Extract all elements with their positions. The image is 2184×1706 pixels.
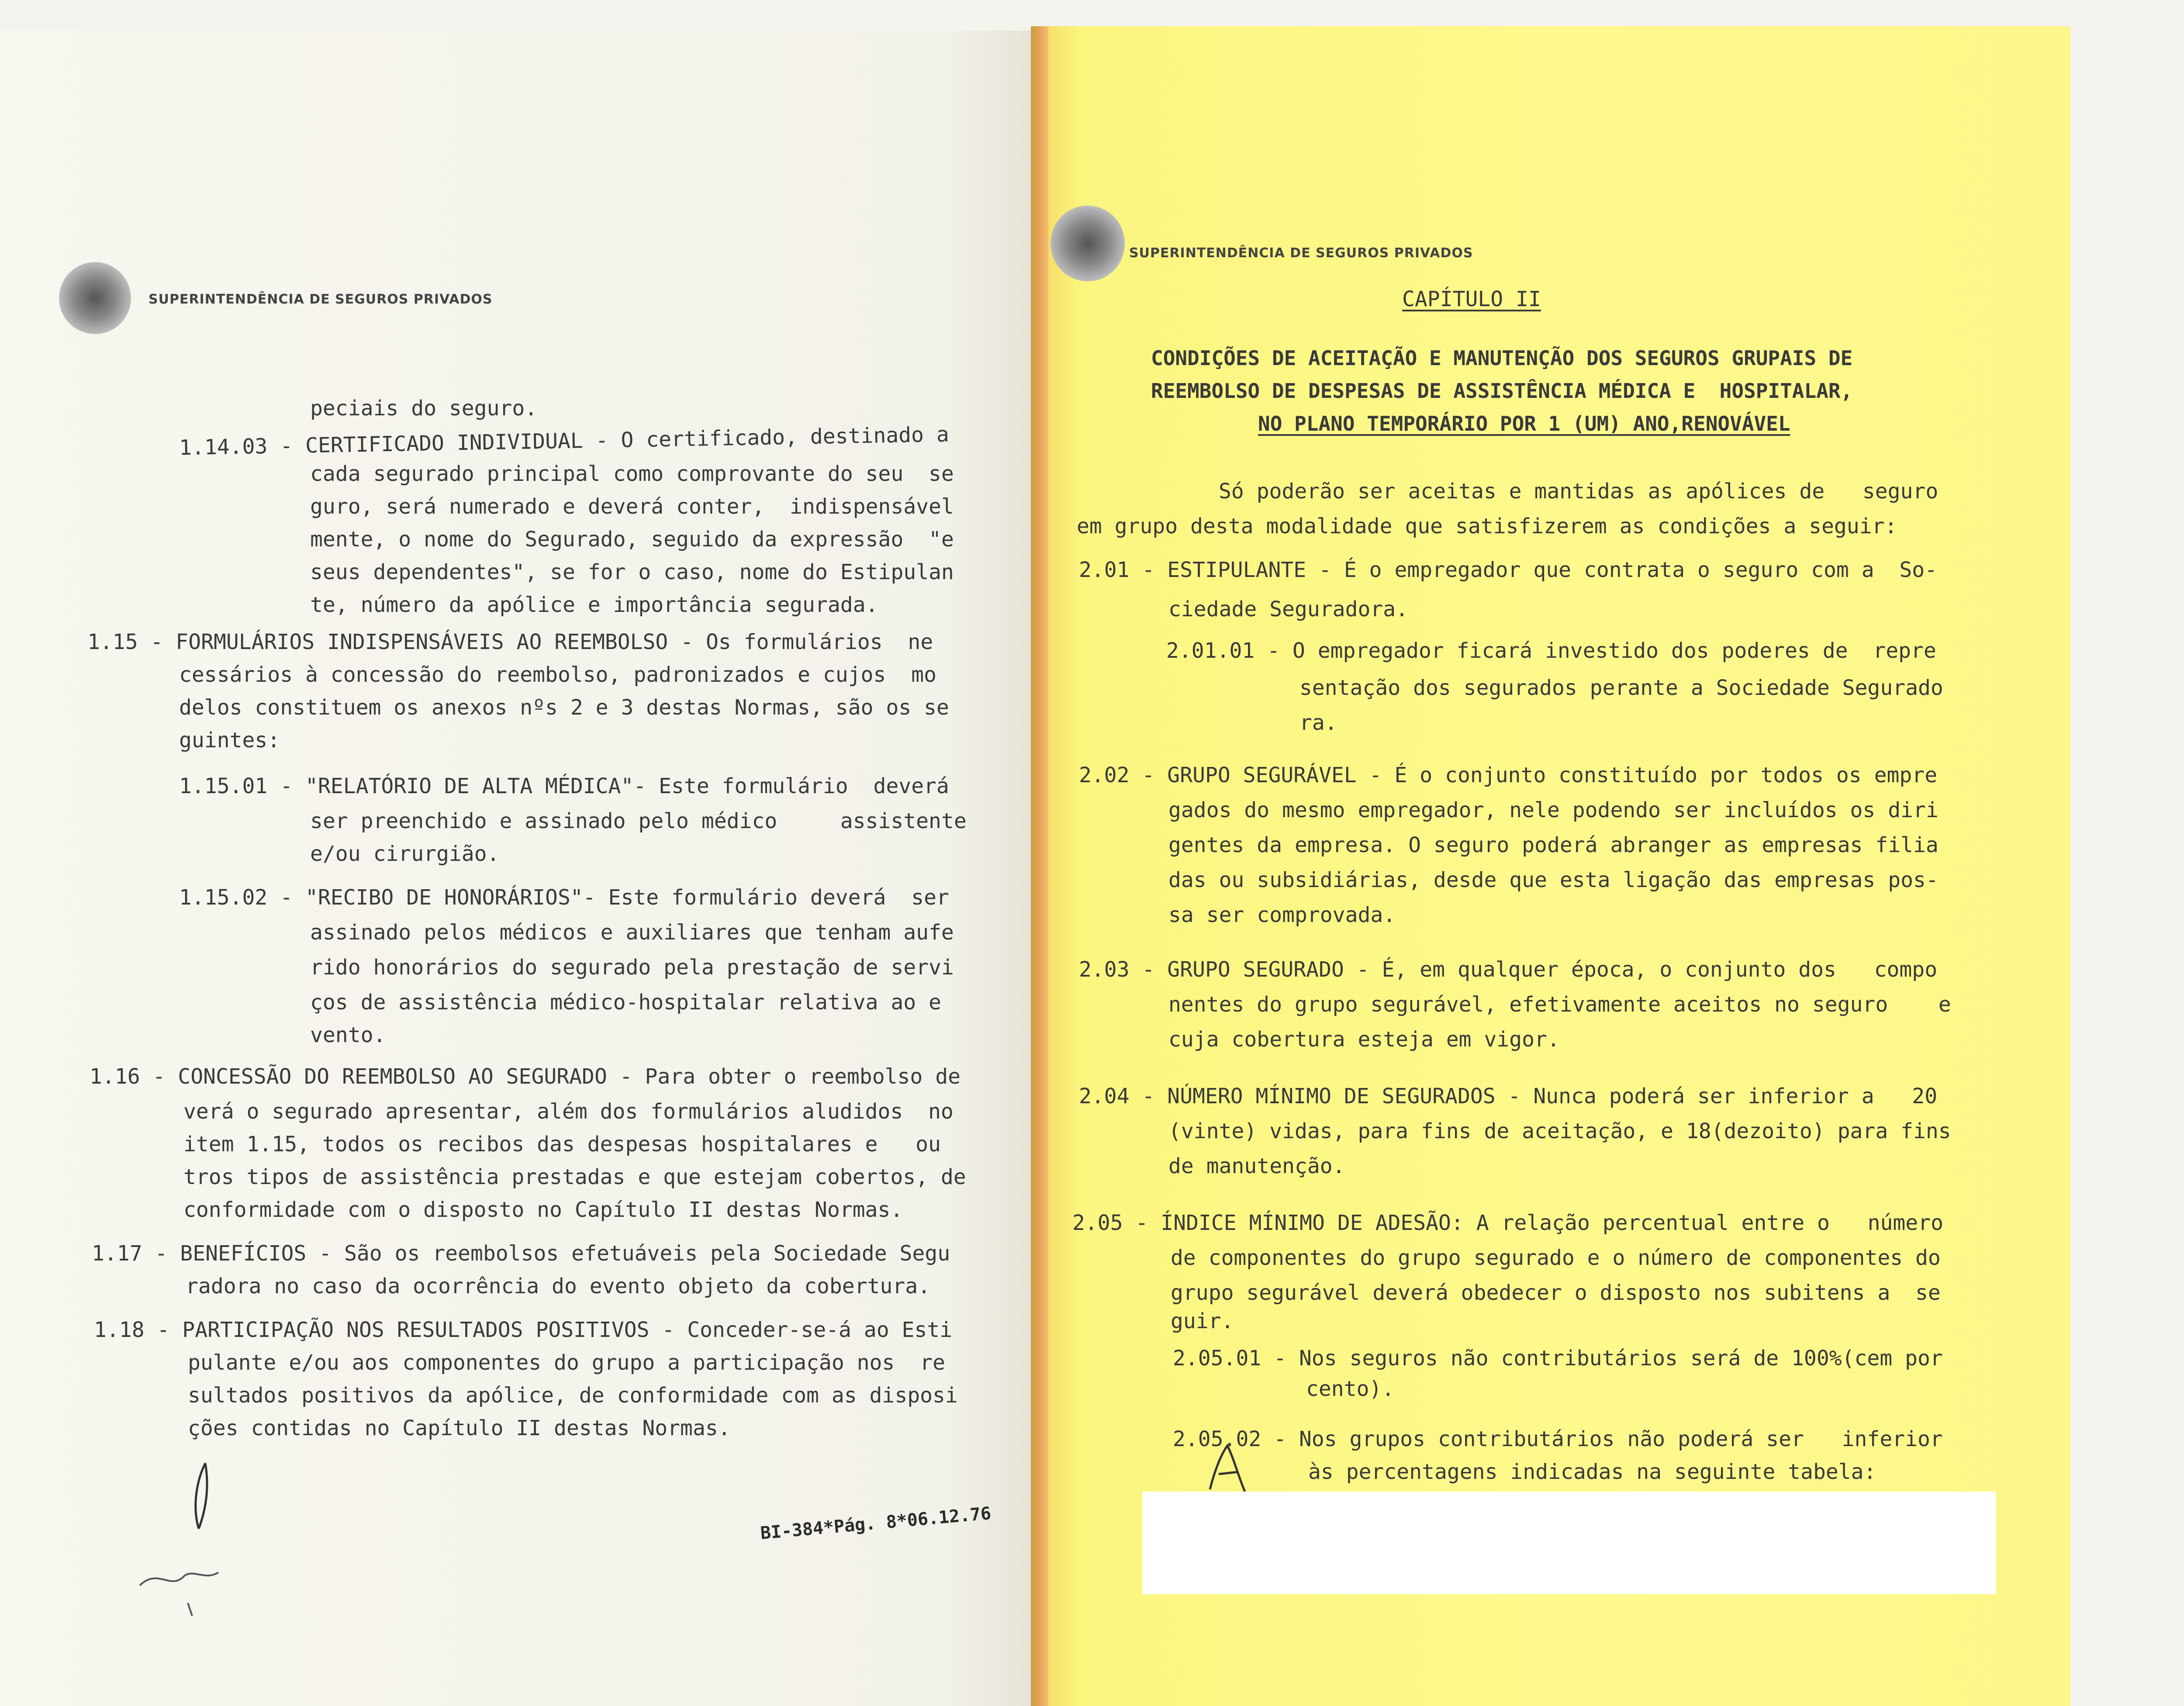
text-line: conformidade com o disposto no Capítulo II destas Normas. xyxy=(183,1198,903,1222)
section-2-04: 2.04 - NÚMERO MÍNIMO DE SEGURADOS - Nunca poderá ser inferior a 20 xyxy=(1079,1084,1938,1109)
text-line: cessários à concessão do reembolso, padronizados e cujos mo xyxy=(179,663,936,687)
text-line: grupo segurável deverá obedecer o disposto nos subitens a se xyxy=(1171,1281,1941,1305)
chapter-heading: CAPÍTULO II xyxy=(1402,287,1541,311)
section-2-05-01: 2.05.01 - Nos seguros não contributários será de 100%(cem por xyxy=(1173,1346,1943,1371)
binding-gutter xyxy=(1031,26,1048,1706)
section-1-17: 1.17 - BENEFÍCIOS - São os reembolsos efetuáveis pela Sociedade Segu xyxy=(92,1241,950,1266)
text-line: das ou subsidiárias, desde que esta ligação das empresas pos- xyxy=(1168,868,1939,892)
section-1-15: 1.15 - FORMULÁRIOS INDISPENSÁVEIS AO REEMBOLSO - Os formulários ne xyxy=(87,630,933,654)
section-2-02: 2.02 - GRUPO SEGURÁVEL - É o conjunto constituído por todos os empre xyxy=(1079,763,1938,787)
text-line: assinado pelos médicos e auxiliares que tenham aufe xyxy=(310,920,954,945)
seal-icon xyxy=(1051,205,1125,282)
text-line: às percentagens indicadas na seguinte tabela: xyxy=(1308,1460,1876,1484)
section-2-01-01: 2.01.01 - O empregador ficará investido dos poderes de repre xyxy=(1166,639,1936,663)
seal-icon xyxy=(59,262,131,334)
section-1-16: 1.16 - CONCESSÃO DO REEMBOLSO AO SEGURADO - Para obter o reembolso de xyxy=(90,1064,961,1089)
redaction-box xyxy=(1142,1492,1996,1594)
text-line: de componentes do grupo segurado e o número de componentes do xyxy=(1171,1246,1941,1270)
text-line: rido honorários do segurado pela prestação de servi xyxy=(310,955,954,980)
org-header: SUPERINTENDÊNCIA DE SEGUROS PRIVADOS xyxy=(149,292,493,307)
initials-signature xyxy=(122,1454,262,1620)
text-line: guintes: xyxy=(179,728,280,753)
section-1-18: 1.18 - PARTICIPAÇÃO NOS RESULTADOS POSITIVOS - Conceder-se-á ao Esti xyxy=(94,1318,953,1342)
text-line: cento). xyxy=(1306,1377,1395,1401)
text-line: verá o segurado apresentar, além dos formulários aludidos no xyxy=(183,1099,954,1124)
chapter-title: REEMBOLSO DE DESPESAS DE ASSISTÊNCIA MÉDICA E HOSPITALAR, xyxy=(1151,379,1853,403)
text-line: gados do mesmo empregador, nele podendo ser incluídos os diri xyxy=(1168,798,1939,822)
chapter-title: NO PLANO TEMPORÁRIO POR 1 (UM) ANO,RENOVÁVEL xyxy=(1258,412,1790,435)
intro-text: Só poderão ser aceitas e mantidas as apólices de seguro xyxy=(1219,479,1939,504)
text-line: seus dependentes", se for o caso, nome do Estipulan xyxy=(310,560,954,584)
text-line: mente, o nome do Segurado, seguido da expressão "e xyxy=(310,527,954,552)
text-line: peciais do seguro. xyxy=(310,396,538,421)
text-line: cada segurado principal como comprovante do seu se xyxy=(310,462,954,486)
intro-text: em grupo desta modalidade que satisfizerem as condições a seguir: xyxy=(1077,514,1897,539)
text-line: tros tipos de assistência prestadas e que estejam cobertos, de xyxy=(183,1165,966,1189)
text-line: guir. xyxy=(1171,1309,1234,1333)
text-line: ções contidas no Capítulo II destas Normas. xyxy=(188,1416,731,1440)
section-2-01: 2.01 - ESTIPULANTE - É o empregador que contrata o seguro com a So- xyxy=(1079,558,1938,582)
text-line: (vinte) vidas, para fins de aceitação, e 18(dezoito) para fins xyxy=(1168,1119,1951,1143)
org-header: SUPERINTENDÊNCIA DE SEGUROS PRIVADOS xyxy=(1129,245,1473,261)
section-2-05-02: 2.05.02 - Nos grupos contributários não poderá ser inferior xyxy=(1173,1427,1943,1451)
section-2-03: 2.03 - GRUPO SEGURADO - É, em qualquer época, o conjunto dos compo xyxy=(1079,957,1938,982)
section-2-05: 2.05 - ÍNDICE MÍNIMO DE ADESÃO: A relação percentual entre o número xyxy=(1072,1211,1943,1235)
section-1-15-02: 1.15.02 - "RECIBO DE HONORÁRIOS"- Este formulário deverá ser xyxy=(179,885,949,910)
text-line: cuja cobertura esteja em vigor. xyxy=(1168,1027,1560,1052)
text-line: vento. xyxy=(310,1023,386,1047)
text-line: pulante e/ou aos componentes do grupo a participação nos re xyxy=(188,1350,945,1375)
text-line: item 1.15, todos os recibos das despesas hospitalares e ou xyxy=(183,1132,941,1157)
text-line: te, número da apólice e importância segurada. xyxy=(310,593,878,617)
text-line: sa ser comprovada. xyxy=(1168,903,1396,927)
text-line: delos constituem os anexos nºs 2 e 3 destas Normas, são os se xyxy=(179,695,949,720)
text-line: radora no caso da ocorrência do evento objeto da cobertura. xyxy=(186,1274,931,1298)
text-line: gentes da empresa. O seguro poderá abranger as empresas filia xyxy=(1168,833,1939,857)
text-line: nentes do grupo segurável, efetivamente aceitos no seguro e xyxy=(1168,992,1951,1017)
text-line: de manutenção. xyxy=(1168,1154,1345,1178)
text-line: ser preenchido e assinado pelo médico assistente xyxy=(310,809,967,833)
text-line: sultados positivos da apólice, de conformidade com as disposi xyxy=(188,1383,958,1408)
right-page xyxy=(1031,26,2070,1706)
text-line: ra. xyxy=(1299,711,1337,735)
text-line: ços de assistência médico-hospitalar relativa ao e xyxy=(310,990,941,1015)
text-line: sentação dos segurados perante a Sociedade Segurado xyxy=(1299,676,1943,700)
initials-signature xyxy=(1197,1437,1258,1498)
text-line: e/ou cirurgião. xyxy=(310,842,500,866)
chapter-title: CONDIÇÕES DE ACEITAÇÃO E MANUTENÇÃO DOS SEGUROS GRUPAIS DE xyxy=(1151,346,1853,370)
text-line: ciedade Seguradora. xyxy=(1168,597,1409,622)
text-line: guro, será numerado e deverá conter, indispensável xyxy=(310,494,954,519)
section-1-14-03: 1.14.03 - CERTIFICADO INDIVIDUAL - O certificado, destinado a xyxy=(179,422,950,460)
page-stamp: BI-384*Pág. 8*06.12.76 xyxy=(760,1503,992,1544)
section-1-15-01: 1.15.01 - "RELATÓRIO DE ALTA MÉDICA"- Este formulário deverá xyxy=(179,774,949,798)
